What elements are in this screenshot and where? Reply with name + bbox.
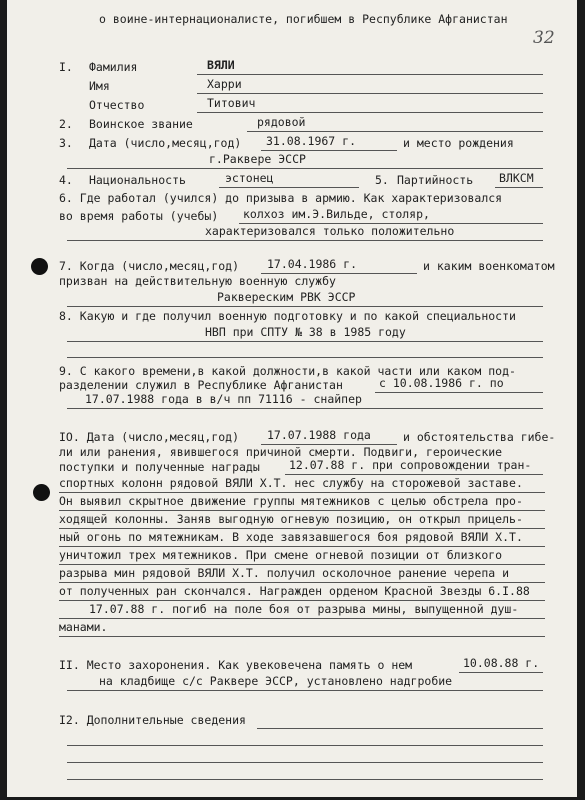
service-line (67, 408, 543, 409)
punch-hole-bottom (33, 484, 50, 501)
service-value: 17.07.1988 года в в/ч пп 71116 - снайпер (85, 392, 362, 406)
work-label: во время работы (учебы) (59, 209, 219, 223)
deeds-text-line: разрыва мин рядовой ВЯЛИ Х.Т. получил осколочное ранение черепа и (59, 566, 510, 580)
death-circumstances-label: и обстоятельства гибе- (403, 430, 556, 444)
name-value: Харри (207, 77, 242, 91)
work-value: колхоз им.Э.Вильде, столяр, (243, 207, 430, 221)
training-line-2 (67, 357, 543, 358)
deeds-rule (59, 564, 545, 565)
service-label: разделении служил в Республике Афганистан (59, 378, 343, 392)
field-3-number: 3. (59, 136, 73, 150)
name-label: Имя (89, 79, 110, 93)
patronymic-label: Отчество (89, 98, 145, 112)
patronymic-line (197, 112, 543, 113)
deeds-text-line: Он выявил скрытное движение группы мятежников с целью обстрела про- (59, 494, 523, 508)
deeds-rule (59, 600, 545, 601)
death-date-value: 17.07.1988 года (267, 428, 371, 442)
additional-line-4 (67, 779, 543, 780)
nationality-value: эстонец (225, 171, 274, 185)
deeds-line (285, 474, 543, 475)
patronymic-value: Титович (207, 96, 256, 110)
deeds-text-line: уничтожил трех мятежников. При смене огневой позиции от близкого (59, 548, 503, 562)
deeds-text-line: манами. (59, 620, 108, 634)
deeds-rule (59, 618, 545, 619)
training-line (67, 341, 543, 342)
birth-date-label: Дата (число,месяц,год) (89, 136, 242, 150)
page-number: 32 (533, 28, 555, 48)
field-4-number: 4. (59, 173, 73, 187)
additional-info-label: I2. Дополнительные сведения (59, 713, 246, 727)
deeds-label: поступки и полученные награды (59, 460, 260, 474)
deeds-text-line: 17.07.88 г. погиб на поле боя от разрыва мины, выпущенной душ- (89, 602, 519, 616)
training-value: НВП при СПТУ № 38 в 1985 году (205, 325, 406, 339)
field-9-question: 9. С какого времени,в какой должности,в какой части или каком под- (59, 364, 516, 378)
draft-question-cont: призван на действительную военную службу (59, 274, 336, 288)
rank-label: Воинское звание (89, 117, 193, 131)
deeds-text-line: от полученных ран скончался. Награжден орденом Красной Звезды 6.I.88 (59, 584, 530, 598)
deeds-text-line: ходящей колонны. Заняв выгодную огневую позицию, он открыл прицель- (59, 512, 523, 526)
birth-date-line (261, 150, 397, 151)
death-question-cont: ли или ранения, явившегося причиной смерти. Подвиги, героические (59, 445, 503, 459)
additional-line-2 (67, 745, 543, 746)
deeds-rule (59, 546, 545, 547)
draft-office-label: и каким военкоматом (423, 259, 555, 273)
deeds-rule (59, 582, 545, 583)
work-characterization: характеризовался только положительно (205, 224, 455, 238)
draft-date-value: 17.04.1986 г. (267, 257, 358, 271)
field-1-number: I. (59, 60, 73, 74)
field-5-number: 5. (375, 173, 389, 187)
field-8-question: 8. Какую и где получил военную подготовку и по какой специальности (59, 309, 516, 323)
deeds-text-line: ный огонь по мятежникам. В ходе завязавшегося боя рядовой ВЯЛИ Х.Т. (59, 530, 523, 544)
service-start: с 10.08.1986 г. по (379, 376, 504, 390)
field-6-question: 6. Где работал (учился) до призыва в армию. Как характеризовался (59, 191, 503, 205)
birth-date-value: 31.08.1967 г. (266, 134, 357, 148)
burial-date-line (459, 672, 543, 673)
death-date-label: IO. Дата (число,месяц,год) (59, 430, 240, 444)
deeds-text-line: спортных колонн рядовой ВЯЛИ Х.Т. нес службу на сторожевой заставе. (59, 476, 523, 490)
additional-line-3 (67, 762, 543, 763)
birthplace-label: и место рождения (403, 136, 514, 150)
surname-value: ВЯЛИ (207, 58, 235, 72)
burial-date: 10.08.88 г. (463, 656, 540, 670)
deeds-rule (59, 510, 545, 511)
surname-line (197, 74, 543, 75)
burial-label: II. Место захоронения. Как увековечена память о нем (59, 658, 413, 672)
header-title: о воине-интернационалисте, погибшем в Республике Афганистан (99, 12, 508, 26)
work-line-2 (67, 240, 543, 241)
party-value: ВЛКСМ (499, 171, 534, 185)
deeds-rule (59, 636, 545, 637)
rank-line (247, 131, 543, 132)
punch-hole-top (31, 258, 48, 275)
field-2-number: 2. (59, 117, 73, 131)
deeds-rule (59, 492, 545, 493)
draft-date-label: 7. Когда (число,месяц,год) (59, 259, 240, 273)
additional-line-1 (257, 728, 543, 729)
surname-label: Фамилия (89, 60, 138, 74)
nationality-line (219, 187, 359, 188)
burial-value: на кладбище с/с Раквере ЭССР, установлено надгробие (99, 674, 453, 688)
deeds-value-start: 12.07.88 г. при сопровождении тран- (289, 458, 532, 472)
service-start-line (375, 392, 543, 393)
birthplace-line (67, 168, 543, 169)
nationality-label: Национальность (89, 173, 186, 187)
birthplace-value: г.Раквере ЭССР (209, 152, 306, 166)
burial-line (67, 690, 543, 691)
rank-value: рядовой (257, 115, 306, 129)
name-line (197, 93, 543, 94)
document-sheet (7, 0, 577, 797)
deeds-rule (59, 528, 545, 529)
party-label: Партийность (397, 173, 474, 187)
party-line (495, 187, 543, 188)
draft-office-line (67, 306, 543, 307)
draft-office-value: Раквереским РВК ЭССР (217, 290, 356, 304)
